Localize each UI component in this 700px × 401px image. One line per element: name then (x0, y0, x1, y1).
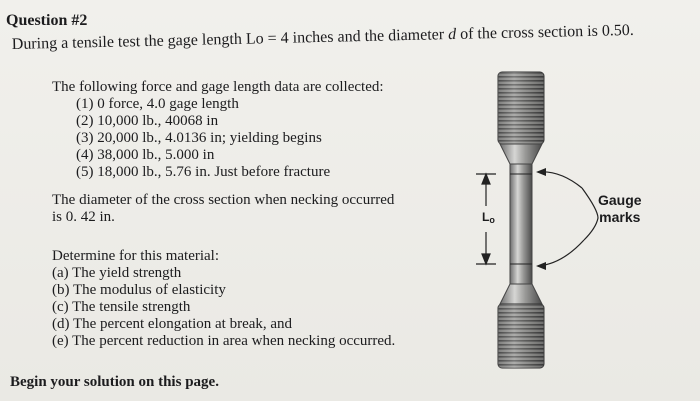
necking-line-2: is 0. 42 in. (52, 209, 115, 225)
determine-item: (d) The percent elongation at break, and (52, 316, 293, 332)
data-list-item: (2) 10,000 lb., 40068 in (76, 113, 219, 129)
data-list-item: (4) 38,000 lb., 5.000 in (76, 147, 215, 163)
determine-item: (a) The yield strength (52, 265, 182, 281)
specimen-bottom-thread (498, 304, 544, 368)
determine-item: (c) The tensile strength (52, 299, 191, 315)
necking-note (52, 192, 394, 226)
gauge-label-line-2: marks (599, 209, 641, 225)
gauge-label-line-1: Gauge (598, 192, 642, 208)
specimen-gauge-section (510, 164, 532, 284)
specimen-top-shoulder (500, 144, 542, 164)
intro-variable-d: d (447, 25, 457, 44)
determine-heading: Determine for this material: (52, 248, 220, 264)
intro-text-part1: During a tensile test the gage length Lo = 4 inches and the diameter (11, 26, 449, 54)
lo-label-subscript: o (489, 215, 495, 225)
necking-line-1: The diameter of the cross section when necking occurred (52, 192, 395, 208)
begin-solution-text: Begin your solution on this page. (10, 374, 219, 390)
data-list-item: (5) 18,000 lb., 5.76 in. Just before fracture (76, 164, 331, 180)
question-title: Question #2 (6, 12, 88, 29)
determine-item: (e) The percent reduction in area when necking occurred. (52, 333, 396, 349)
intro-text-part2: of the cross section is 0.50. (455, 21, 635, 43)
data-list-item: (3) 20,000 lb., 4.0136 in; yielding begins (76, 130, 322, 146)
specimen-top-thread (498, 72, 544, 144)
gauge-marks-label (598, 192, 642, 226)
data-list-heading: The following force and gage length data are collected: (52, 79, 384, 95)
gauge-pointer-arrowheads (536, 168, 546, 270)
specimen-bottom-shoulder (500, 284, 542, 304)
determine-item: (b) The modulus of elasticity (52, 282, 226, 298)
lo-label-main: L (482, 210, 490, 224)
data-list-item: (1) 0 force, 4.0 gage length (76, 96, 239, 112)
tensile-specimen-diagram (460, 60, 700, 380)
gauge-marks-pointer (538, 172, 598, 266)
lo-label (482, 210, 495, 224)
